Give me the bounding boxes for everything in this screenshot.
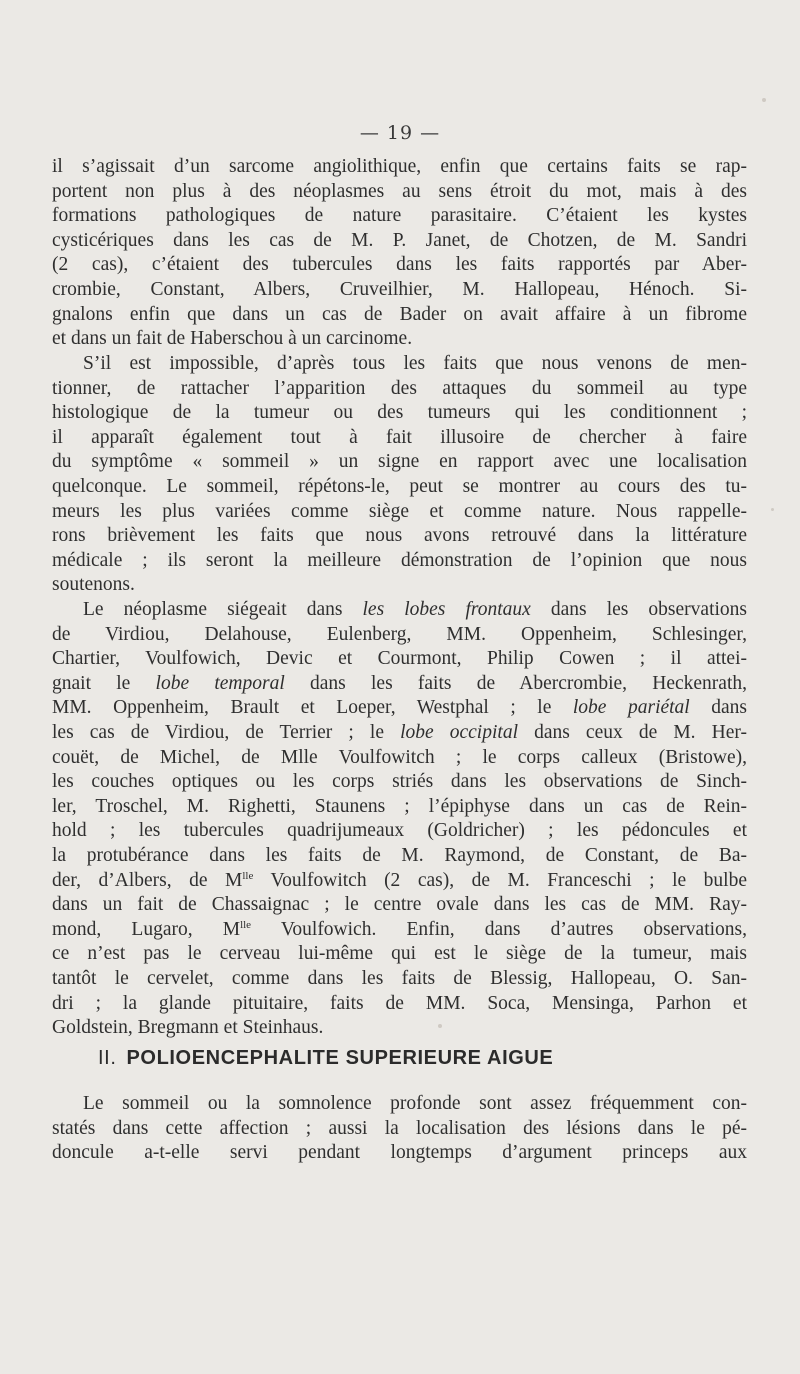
section-heading [98,1047,553,1070]
text-line: (2 cas), c’étaient des tubercules dans les faits rapportés par Aber- [52,254,747,276]
text-line [52,918,747,943]
text-line: ce n’est pas le cerveau lui-même qui est le siège de la tumeur, mais [52,943,747,965]
page-number: — 19 — [359,122,441,144]
paragraph-continuation [52,155,747,352]
text-run: dans ceux de M. Her- [517,721,747,743]
italic-term: les lobes frontaux [362,599,531,620]
paragraph-tumour-sites [52,598,747,1041]
paper-speck [771,508,774,511]
text-line: couët, de Michel, de Mlle Voulfowitch ; le corps calleux (Bristowe), [52,746,747,768]
text-line: et dans un fait de Haberschou à un carcinome. [52,328,413,350]
paper-speck [762,98,766,102]
italic-term: lobe pariétal [572,697,690,719]
text-line: dans un fait de Chassaignac ; le centre ovale dans les cas de MM. Ray- [52,894,747,916]
text-line [52,721,747,746]
text-run: mond, Lugaro, M [52,918,241,940]
superscript: lle [240,918,252,931]
text-line: quelconque. Le sommeil, répétons-le, peut se montrer au cours des tu- [52,475,747,497]
text-line: doncule a-t-elle servi pendant longtemps d’argument princeps aux [52,1142,747,1164]
text-line: Le sommeil ou la somnolence profonde sont assez fréquemment con- [83,1093,747,1114]
text-line [52,672,747,697]
text-line [52,696,747,721]
text-line: meurs les plus variées comme siège et comme nature. Nous rappelle- [52,500,747,522]
text-run: Voulfowitch (2 cas), de M. Franceschi ; le bulbe [253,869,748,891]
text-line: il apparaît également tout à fait illusoire de chercher à faire [52,426,747,448]
text-line: statés dans cette affection ; aussi la localisation des lésions dans le pé- [52,1117,747,1139]
italic-term: lobe temporal [155,672,285,694]
text-line [52,598,747,623]
text-run: dans [689,697,747,719]
text-line: rons brièvement les faits que nous avons retrouvé dans la littérature [52,525,747,547]
text-line: cysticériques dans les cas de M. P. Janet, de Chotzen, de M. Sandri [52,229,747,251]
text-line: il s’agissait d’un sarcome angiolithique, enfin que certains faits se rap- [52,156,747,177]
text-run: les cas de Virdiou, de Terrier ; le [52,721,401,743]
text-line: S’il est impossible, d’après tous les faits que nous venons de men- [83,353,747,374]
text-line: du symptôme « sommeil » un signe en rapport avec une localisation [52,451,747,473]
section-title: POLIOENCEPHALITE SUPERIEURE AIGUE [126,1047,554,1069]
text-run: dans les faits de Abercrombie, Heckenrath, [284,672,747,694]
text-line: hold ; les tubercules quadrijumeaux (Goldricher) ; les pédoncules et [52,820,747,842]
text-line: tantôt le cervelet, comme dans les faits de Blessig, Hallopeau, O. San- [52,967,747,989]
text-run: Le néoplasme siégeait dans [83,599,363,620]
text-line: formations pathologiques de nature parasitaire. C’étaient les kystes [52,205,747,227]
text-run: Voulfowich. Enfin, dans d’autres observations, [251,918,747,940]
text-line [52,869,747,894]
text-line: portent non plus à des néoplasmes au sens étroit du mot, mais à des [52,180,747,202]
text-line: histologique de la tumeur ou des tumeurs qui les conditionnent ; [52,402,747,424]
text-line: de Virdiou, Delahouse, Eulenberg, MM. Oppenheim, Schlesinger, [52,623,747,645]
paragraph-polioencephalite [52,1092,747,1166]
text-line: Chartier, Voulfowich, Devic et Courmont, Philip Cowen ; il attei- [52,648,747,670]
text-run: der, d’Albers, de M [52,869,243,891]
text-line: dri ; la glande pituitaire, faits de MM. Soca, Mensinga, Parhon et [52,992,747,1014]
text-line: médicale ; ils seront la meilleure démonstration de l’opinion que nous [52,549,747,571]
section-number: II. [98,1047,117,1069]
paragraph-localisation [52,352,747,598]
text-line: soutenons. [52,574,135,596]
text-run: dans les observations [530,599,747,620]
text-line: crombie, Constant, Albers, Cruveilhier, M. Hallopeau, Hénoch. Si- [52,278,747,300]
text-line: gnalons enfin que dans un cas de Bader on avait affaire à un fibrome [52,303,747,325]
text-line: Goldstein, Bregmann et Steinhaus. [52,1017,324,1039]
text-run: gnait le [52,672,156,694]
text-line: ler, Troschel, M. Righetti, Staunens ; l’épiphyse dans un cas de Rein- [52,795,747,817]
text-run: MM. Oppenheim, Brault et Loeper, Westphal ; le [52,697,573,719]
text-line: tionner, de rattacher l’apparition des attaques du sommeil au type [52,377,747,399]
italic-term: lobe occipital [400,721,518,743]
text-line: la protubérance dans les faits de M. Raymond, de Constant, de Ba- [52,844,747,866]
text-line: les couches optiques ou les corps striés dans les observations de Sinch- [52,771,747,793]
superscript: lle [242,869,254,882]
